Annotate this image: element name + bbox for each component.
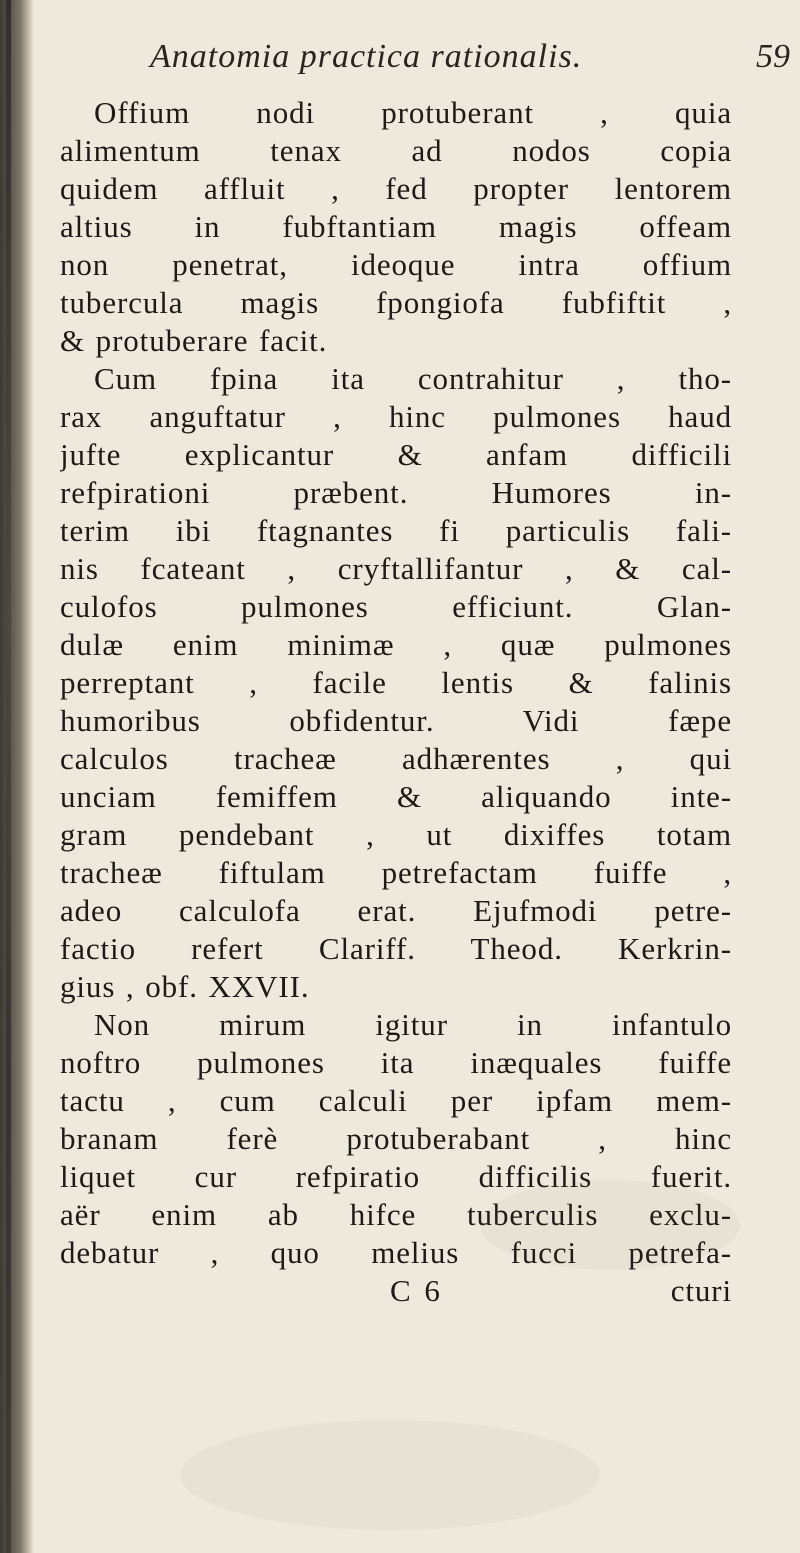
text-line: Cum fpina ita contrahitur , tho- bbox=[94, 361, 732, 396]
text-line: Non mirum igitur in infantulo bbox=[94, 1007, 732, 1042]
text-line: rax anguftatur , hinc pulmones haud bbox=[60, 399, 732, 434]
text-line: factio refert Clariff. Theod. Kerkrin- bbox=[60, 931, 732, 966]
text-line: & protuberare facit. bbox=[60, 323, 328, 358]
text-line: branam ferè protuberabant , hinc bbox=[60, 1121, 732, 1156]
paper-stain bbox=[480, 1180, 740, 1270]
text-line: calculos tracheæ adhærentes , qui bbox=[60, 741, 732, 776]
running-head bbox=[150, 38, 790, 88]
text-line: aër enim ab hifce tuberculis exclu- bbox=[60, 1197, 732, 1232]
text-line: tracheæ fiftulam petrefactam fuiffe , bbox=[60, 855, 732, 890]
paper-stain bbox=[180, 1420, 600, 1530]
text-line: humoribus obfidentur. Vidi fæpe bbox=[60, 703, 732, 738]
text-line: gram pendebant , ut dixiffes totam bbox=[60, 817, 732, 852]
text-line: alimentum tenax ad nodos copia bbox=[60, 133, 732, 168]
text-line: perreptant , facile lentis & falinis bbox=[60, 665, 732, 700]
text-line: gius , obf. XXVII. bbox=[60, 969, 310, 1004]
signature-mark: C 6 bbox=[390, 1273, 442, 1308]
text-line: adeo calculofa erat. Ejufmodi petre- bbox=[60, 893, 732, 928]
text-line: dulæ enim minimæ , quæ pulmones bbox=[60, 627, 732, 662]
book-page bbox=[60, 0, 800, 1553]
text-line: debatur , quo melius fucci petrefa- bbox=[60, 1235, 732, 1270]
page-footer bbox=[60, 1272, 732, 1310]
catchword: cturi bbox=[670, 1273, 732, 1308]
text-line: quidem affluit , fed propter lentorem bbox=[60, 171, 732, 206]
text-line: jufte explicantur & anfam difficili bbox=[60, 437, 732, 472]
text-line: culofos pulmones efficiunt. Glan- bbox=[60, 589, 732, 624]
binding-edge bbox=[6, 0, 11, 1553]
body-text bbox=[60, 94, 732, 1310]
text-line: tactu , cum calculi per ipfam mem- bbox=[60, 1083, 732, 1118]
text-line: unciam femiffem & aliquando inte- bbox=[60, 779, 732, 814]
running-head-title: Anatomia practica rationalis. bbox=[150, 38, 583, 75]
text-line: noftro pulmones ita inæquales fuiffe bbox=[60, 1045, 732, 1080]
text-line: liquet cur refpiratio difficilis fuerit. bbox=[60, 1159, 732, 1194]
text-line: tubercula magis fpongiofa fubfiftit , bbox=[60, 285, 732, 320]
text-line: terim ibi ftagnantes fi particulis fali- bbox=[60, 513, 732, 548]
text-line: altius in fubftantiam magis offeam bbox=[60, 209, 732, 244]
text-line: Offium nodi protuberant , quia bbox=[94, 95, 732, 130]
text-line: refpirationi præbent. Humores in- bbox=[60, 475, 732, 510]
book-spine-shadow bbox=[0, 0, 34, 1553]
page-number: 59 bbox=[756, 38, 790, 75]
text-line: non penetrat, ideoque intra offium bbox=[60, 247, 732, 282]
text-line: nis fcateant , cryftallifantur , & cal- bbox=[60, 551, 732, 586]
